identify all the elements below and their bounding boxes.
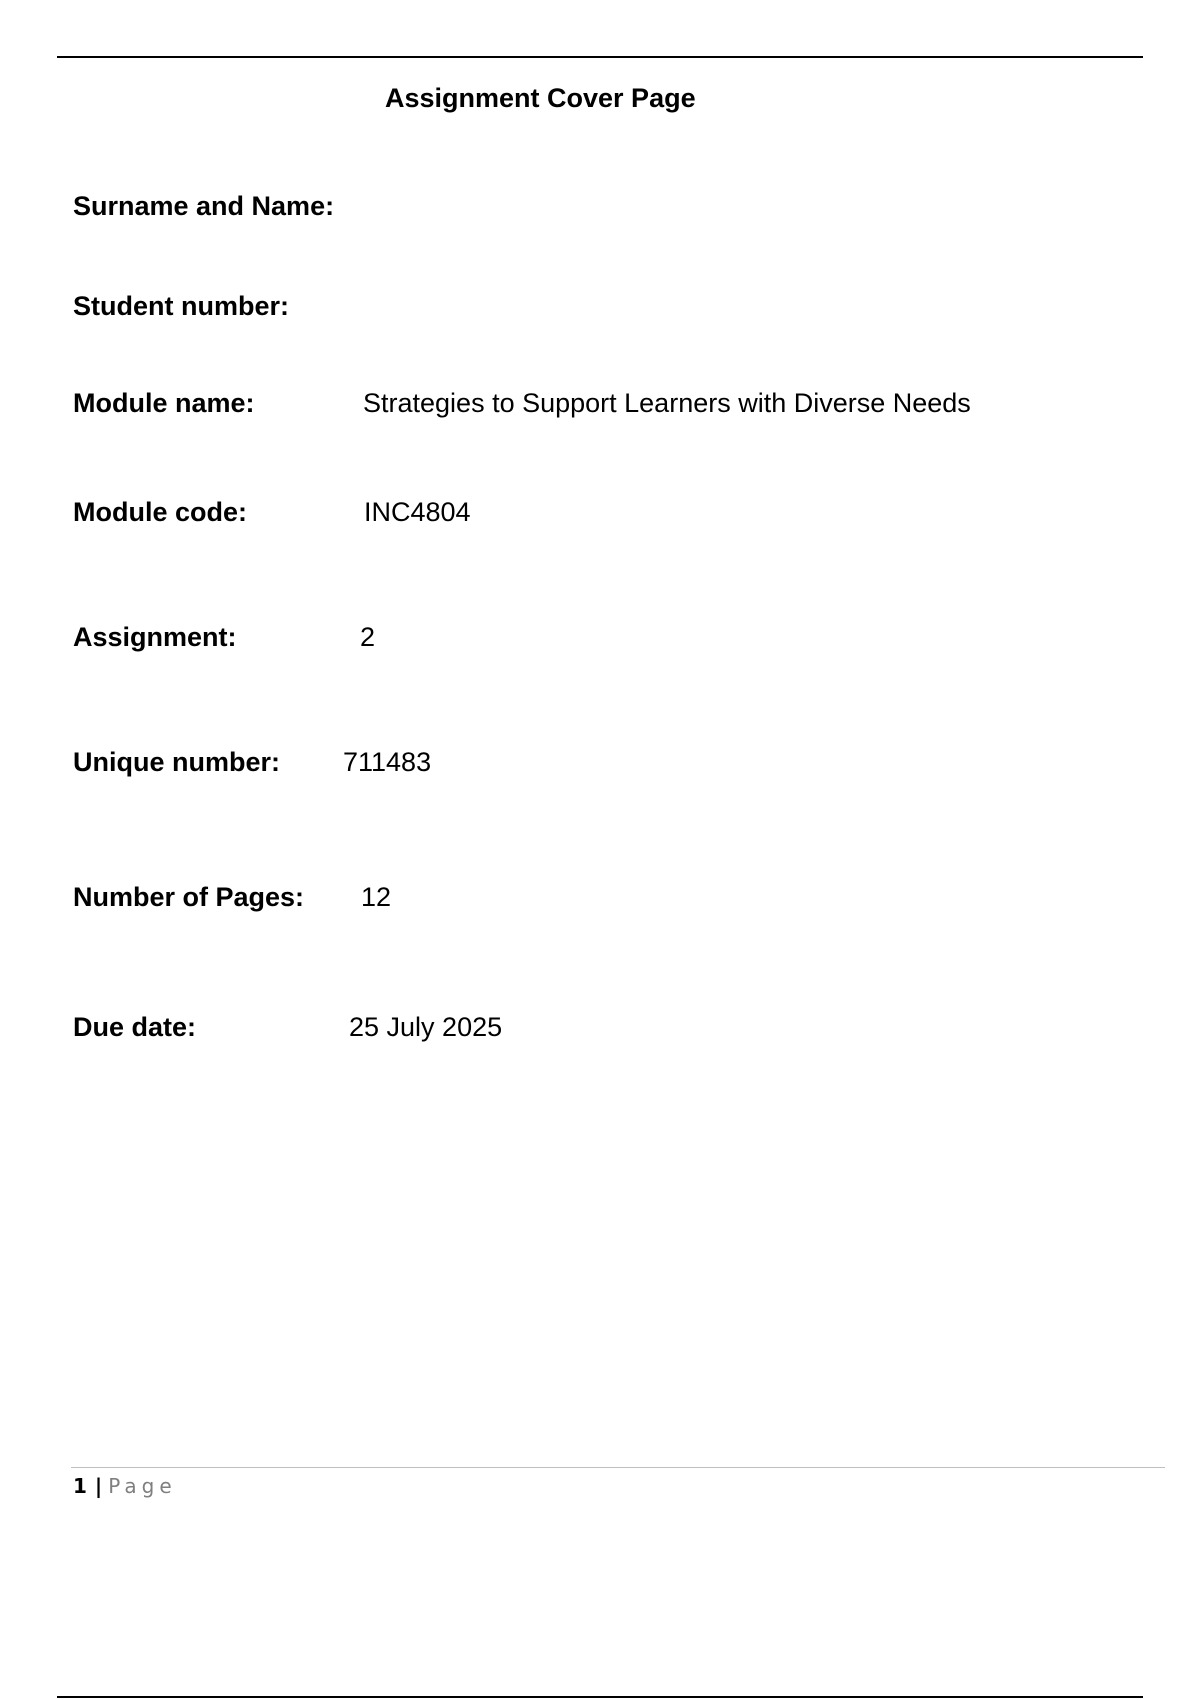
footer-rule — [71, 1467, 1165, 1468]
number-of-pages-value: 12 — [361, 882, 392, 912]
unique-number-value: 711483 — [343, 747, 432, 777]
student-number-label: Student number: — [73, 291, 289, 321]
number-of-pages-label: Number of Pages: — [73, 882, 305, 912]
page-title: Assignment Cover Page — [385, 83, 696, 113]
bottom-rule — [57, 1696, 1143, 1698]
footer-page-word: Page — [108, 1474, 177, 1498]
module-code-value: INC4804 — [364, 497, 471, 527]
footer-page-number: 1 — [73, 1474, 87, 1498]
due-date-label: Due date: — [73, 1012, 197, 1042]
unique-number-label: Unique number: — [73, 747, 280, 777]
module-name-label: Module name: — [73, 388, 255, 418]
footer-separator: | — [94, 1474, 103, 1498]
module-code-label: Module code: — [73, 497, 247, 527]
assignment-label: Assignment: — [73, 622, 237, 652]
page-footer — [73, 1472, 177, 1500]
surname-name-label: Surname and Name: — [73, 191, 335, 221]
top-rule — [57, 56, 1143, 58]
module-name-value: Strategies to Support Learners with Diverse Needs — [363, 388, 971, 418]
due-date-value: 25 July 2025 — [349, 1012, 503, 1042]
assignment-value: 2 — [360, 622, 376, 652]
